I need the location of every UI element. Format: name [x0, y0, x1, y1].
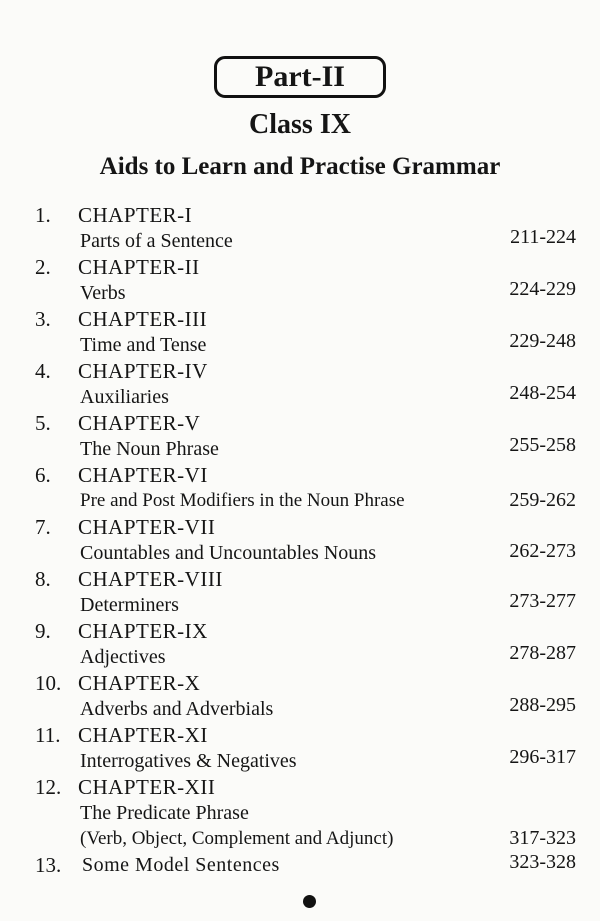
page-range: 248-254: [509, 382, 576, 404]
toc-entry-8-detail: [0, 592, 600, 618]
entry-number: 7.: [35, 515, 51, 539]
chapter-label: Some Model Sentences: [82, 854, 280, 876]
chapter-subtitle: (Verb, Object, Complement and Adjunct): [80, 828, 394, 849]
chapter-title: Determiners: [80, 594, 179, 616]
entry-number: 5.: [35, 411, 51, 435]
chapter-label: CHAPTER-VII: [78, 515, 216, 539]
page-range: 262-273: [509, 540, 576, 562]
page-range: 255-258: [509, 434, 576, 456]
toc-entry-12-detail: [0, 800, 600, 826]
entry-number: 2.: [35, 255, 51, 279]
toc-entry-7-detail: [0, 540, 600, 566]
chapter-title: Adjectives: [80, 646, 166, 668]
entry-number: 1.: [35, 203, 51, 227]
chapter-title: Adverbs and Adverbials: [80, 698, 274, 720]
entry-number: 9.: [35, 619, 51, 643]
entry-number: 4.: [35, 359, 51, 383]
chapter-label: CHAPTER-II: [78, 255, 200, 279]
toc-entry-9-detail: [0, 644, 600, 670]
entry-number: 6.: [35, 463, 51, 487]
chapter-label: CHAPTER-IX: [78, 619, 208, 643]
chapter-label: CHAPTER-III: [78, 307, 208, 331]
toc-entry-5-detail: [0, 436, 600, 462]
chapter-label: CHAPTER-X: [78, 671, 201, 695]
entry-number: 11.: [35, 723, 61, 747]
toc-entry-3-detail: [0, 332, 600, 358]
toc-entry-6-detail: [0, 488, 600, 514]
chapter-title: Interrogatives & Negatives: [80, 750, 297, 772]
page-range: 323-328: [509, 851, 576, 873]
entry-number: 13.: [35, 853, 62, 877]
chapter-title: Pre and Post Modifiers in the Noun Phrase: [80, 490, 405, 511]
chapter-title: Parts of a Sentence: [80, 230, 233, 252]
chapter-label: CHAPTER-V: [78, 411, 201, 435]
chapter-label: CHAPTER-I: [78, 203, 193, 227]
chapter-title: Time and Tense: [80, 334, 207, 356]
page-range: 317-323: [509, 827, 576, 849]
entry-number: 8.: [35, 567, 51, 591]
chapter-label: CHAPTER-XII: [78, 775, 216, 799]
chapter-label: CHAPTER-VI: [78, 463, 208, 487]
chapter-label: CHAPTER-XI: [78, 723, 208, 747]
chapter-title: Auxiliaries: [80, 386, 169, 408]
chapter-label: CHAPTER-IV: [78, 359, 208, 383]
toc-entry-6: [0, 462, 600, 488]
page-range: 288-295: [509, 694, 576, 716]
toc-entry-7: [0, 514, 600, 540]
page-subtitle: Aids to Learn and Practise Grammar: [99, 153, 501, 180]
toc-entry-13: [0, 852, 600, 878]
entry-number: 10.: [35, 671, 62, 695]
page-range: 259-262: [509, 489, 576, 511]
chapter-title: The Noun Phrase: [80, 438, 219, 460]
chapter-title: Countables and Uncountables Nouns: [80, 542, 377, 564]
entry-number: 3.: [35, 307, 51, 331]
toc-entry-4-detail: [0, 384, 600, 410]
part-heading: Part-II: [214, 56, 386, 98]
toc-entry-1-detail: [0, 228, 600, 254]
page-range: 224-229: [509, 278, 576, 300]
chapter-title: Verbs: [80, 282, 126, 304]
page-range: 296-317: [509, 746, 576, 768]
entry-number: 12.: [35, 775, 62, 799]
toc-entry-11-detail: [0, 748, 600, 774]
page-range: 273-277: [509, 590, 576, 612]
page-range: 278-287: [509, 642, 576, 664]
chapter-title: The Predicate Phrase: [80, 802, 249, 824]
class-title: Class IX: [249, 109, 351, 140]
toc-entry-12: [0, 774, 600, 800]
bullet-dot-icon: [303, 895, 316, 908]
toc-entry-2-detail: [0, 280, 600, 306]
toc-entry-10-detail: [0, 696, 600, 722]
page-range: 229-248: [509, 330, 576, 352]
page-range: 211-224: [510, 226, 576, 248]
chapter-label: CHAPTER-VIII: [78, 567, 223, 591]
